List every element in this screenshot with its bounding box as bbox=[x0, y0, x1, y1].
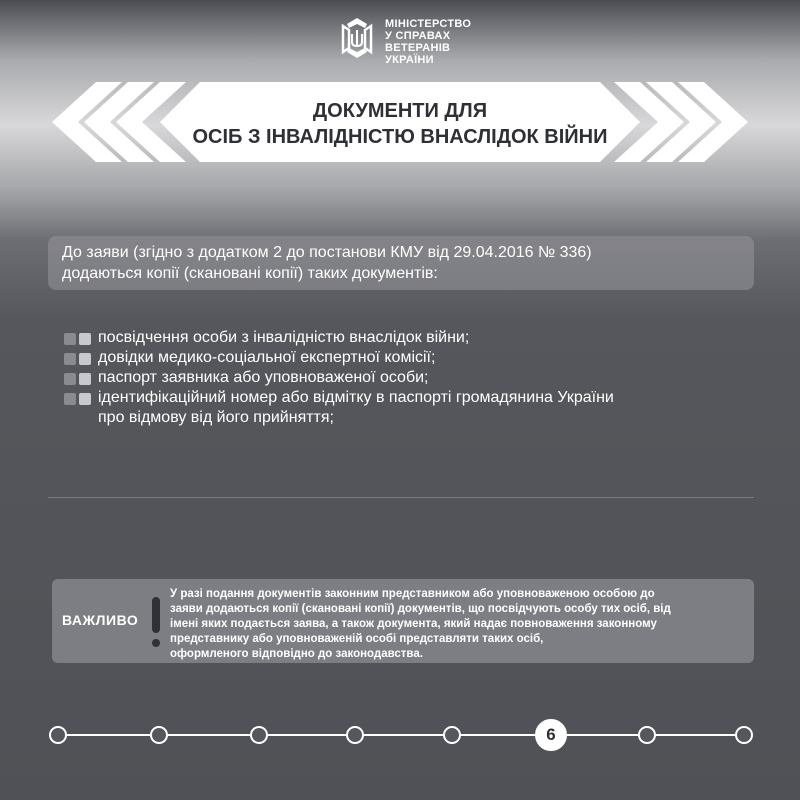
ministry-logo bbox=[337, 16, 477, 72]
page-dot bbox=[251, 727, 267, 743]
list-item-text: про відмову від його прийняття; bbox=[98, 409, 334, 426]
important-line: представнику або уповноваженій особі представляти таких осіб, bbox=[170, 633, 544, 645]
intro-panel bbox=[48, 236, 754, 290]
page-title-line: ОСІБ З ІНВАЛІДНІСТЮ ВНАСЛІДОК ВІЙНИ bbox=[192, 126, 608, 148]
important-notice bbox=[52, 579, 754, 663]
ministry-name-line: У СПРАВАХ bbox=[385, 30, 451, 42]
ministry-emblem-icon bbox=[337, 16, 377, 60]
page-dot bbox=[50, 727, 66, 743]
list-item-text: довідки медико-соціальної експертної комісії; bbox=[98, 349, 436, 366]
pager-track bbox=[0, 712, 800, 758]
list-item bbox=[64, 328, 764, 348]
divider bbox=[48, 497, 754, 498]
important-line: імені яких подається заява, а також документа, який надає повноваження законному bbox=[170, 618, 657, 630]
document-list bbox=[64, 328, 764, 428]
list-item-text: посвідчення особи з інвалідністю внаслідок війни; bbox=[98, 329, 470, 346]
bullet-icon bbox=[64, 353, 92, 365]
page-dot bbox=[639, 727, 655, 743]
current-page-number: 6 bbox=[546, 725, 556, 744]
list-item bbox=[64, 388, 764, 428]
ministry-name-line: МІНІСТЕРСТВО bbox=[385, 18, 472, 30]
ministry-name-line: ВЕТЕРАНІВ bbox=[385, 42, 451, 54]
intro-line: До заяви (згідно з додатком 2 до постанови КМУ від 29.04.2016 № 336) bbox=[62, 244, 592, 261]
bullet-icon bbox=[64, 333, 92, 345]
list-item bbox=[64, 368, 764, 388]
ministry-name-line: УКРАЇНИ bbox=[385, 54, 434, 66]
page-dot bbox=[736, 727, 752, 743]
page-indicator bbox=[0, 712, 800, 758]
important-line: У разі подання документів законним представником або уповноваженою особою до bbox=[170, 588, 655, 600]
important-text bbox=[170, 587, 748, 662]
page-title bbox=[170, 98, 630, 150]
bullet-icon bbox=[64, 373, 92, 385]
intro-line: додаються копії (скановані копії) таких документів: bbox=[62, 265, 438, 282]
page-dot bbox=[151, 727, 167, 743]
page-title-line: ДОКУМЕНТИ ДЛЯ bbox=[312, 100, 488, 122]
list-item-text: ідентифікаційний номер або відмітку в паспорті громадянина України bbox=[98, 389, 614, 406]
intro-text bbox=[62, 242, 752, 284]
ministry-name bbox=[385, 18, 495, 66]
page-dot bbox=[347, 727, 363, 743]
exclamation-icon bbox=[150, 597, 162, 651]
important-line: оформленого відповідно до законодавства. bbox=[170, 648, 423, 660]
page-dot bbox=[444, 727, 460, 743]
bullet-icon bbox=[64, 393, 92, 405]
title-banner bbox=[0, 82, 800, 162]
important-label: ВАЖЛИВО bbox=[62, 612, 139, 628]
important-line: заяви додаються копії (скановані копії) документів, що посвідчують особу тих осіб, від bbox=[170, 603, 671, 615]
list-item bbox=[64, 348, 764, 368]
list-item-text: паспорт заявника або уповноваженої особи; bbox=[98, 369, 429, 386]
